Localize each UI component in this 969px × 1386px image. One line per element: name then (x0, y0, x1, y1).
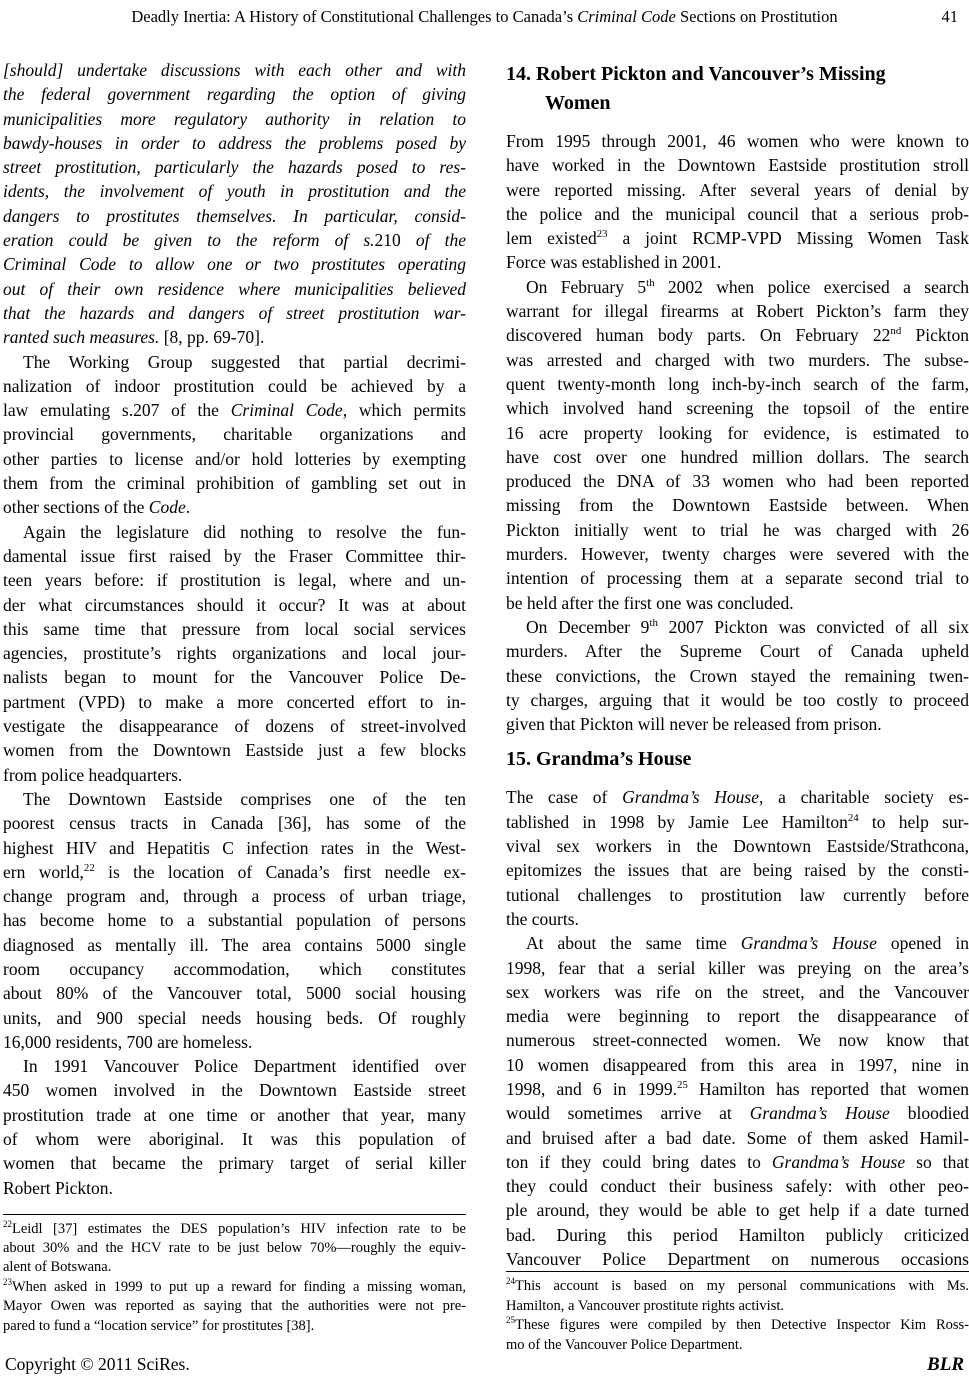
text-line: intention of processing them at a separate second trial to (506, 568, 969, 589)
text-line: ranted such measures. [8, pp. 69-70]. (3, 327, 265, 348)
text-line: missing from the Downtown Eastside between. When (506, 495, 969, 516)
text-line: quent twenty-month long inch-by-inch search of the farm, (506, 373, 969, 394)
text-line: Robert Pickton. (3, 1177, 113, 1198)
text-line: $^{25}$These figures were compiled by then Detective Inspector Kim Ross- (506, 1315, 969, 1334)
text-line: epitomizes the issues that are being raised by the consti- (506, 860, 969, 881)
text-line: 15. Grandma’s House (506, 748, 692, 771)
text-line: idents, the involvement of youth in prostitution and the (3, 181, 466, 202)
page-header (3, 6, 966, 32)
text-line: Pickton initially went to trial he was charged with 26 (506, 519, 969, 540)
text-line: damental issue first raised by the Fraser Committee thir- (3, 545, 466, 566)
left-column (3, 58, 466, 1336)
text-line: nalization of indoor prostitution could be achieved by a (3, 375, 466, 396)
text-line: ty charges, arguing that it would be too costly to proceed (506, 689, 969, 710)
text-line: given that Pickton will never be released from prison. (506, 714, 882, 735)
journal-abbreviation: BLR (927, 1354, 964, 1375)
text-line: other parties to license and/or hold lotteries by exempting (3, 448, 466, 469)
text-line: From 1995 through 2001, 46 women who were known to (506, 131, 969, 151)
text-line: the police and the municipal council that a serious prob- (506, 203, 969, 224)
text-line: vestigate the disappearance of dozens of street-involved (3, 716, 466, 737)
paragraph-downtown-eastside (3, 787, 466, 1054)
text-line: [should] undertake discussions with each other and with (3, 60, 466, 80)
text-line: municipalities more regulatory authority in relation to (3, 108, 466, 129)
text-line: be held after the first one was concluded. (506, 592, 794, 613)
text-line: tutional challenges to prostitution law currently before (506, 884, 969, 905)
text-line: mo of the Vancouver Police Department. (506, 1336, 743, 1353)
text-line: At about the same time Grandma’s House opened in (526, 933, 969, 954)
text-line: other sections of the Code. (3, 497, 191, 518)
text-line: The Downtown Eastside comprises one of the ten (23, 788, 466, 809)
text-line: $^{23}$When asked in 1999 to put up a reward for finding a missing woman, (3, 1276, 466, 1295)
text-line: agencies, prostitute’s rights organizations and local jour- (3, 643, 466, 664)
text-line: $^{24}$This account is based on my personal communications with Ms. (506, 1276, 969, 1295)
text-line: vival sex workers in the Downtown Eastside/Strathcona, (506, 836, 969, 857)
text-line: 16 acre property looking for evidence, is estimated to (506, 422, 969, 443)
text-line: der what circumstances should it occur? It was at about (3, 594, 466, 615)
text-line: tablished in 1998 by Jamie Lee Hamilton$^{24}$ to help sur- (506, 811, 969, 832)
text-line: have cost over one hundred million dollars. The search (506, 446, 969, 467)
text-line: from police headquarters. (3, 764, 183, 785)
paragraph-1991-vpd (3, 1054, 466, 1200)
text-line: they could conduct their business safely: with other peo- (506, 1176, 969, 1197)
text-line: bawdy-houses in order to address the problems posed by (3, 132, 466, 153)
text-line: 1998, and 6 in 1999.25 Hamilton has reported that women (506, 1078, 969, 1099)
text-line: eration could be given to the reform of s.210 of the (3, 230, 466, 251)
text-line: 16,000 residents, 700 are homeless. (3, 1031, 253, 1052)
text-line: change program and, through a process of urban triage, (3, 886, 466, 907)
text-line: has become home to a substantial population of persons (3, 910, 466, 931)
text-line: women from the Downtown Eastside just a few blocks (3, 740, 466, 761)
page-number: 41 (941, 7, 958, 26)
right-column-text (506, 58, 969, 1271)
two-column-body (3, 58, 969, 1353)
text-line: 10 women disappeared from this area in 1997, nine in (506, 1054, 969, 1075)
text-line: diagnosed as mentally ill. The area contains 5000 single (3, 934, 466, 955)
text-line: alent of Botswana. (3, 1259, 112, 1276)
paragraph-serial-killer-fear (506, 931, 969, 1271)
text-line: The Working Group suggested that partial decrimi- (23, 351, 466, 372)
text-line: Again the legislature did nothing to resolve the fun- (23, 521, 466, 542)
text-line: highest HIV and Hepatitis C infection rates in the West- (3, 837, 466, 858)
text-line: about 80% of the Vancouver total, 5000 social housing (3, 983, 466, 1004)
copyright-notice: Copyright © 2011 SciRes. (5, 1354, 190, 1374)
text-line: warrant for illegal firearms at Robert Pickton’s farm they (506, 301, 969, 322)
text-line: prostitution trade at one time or another that year, many (3, 1104, 466, 1125)
text-line: produced the DNA of 33 women who had been reported (506, 471, 969, 492)
text-line: Force was established in 2001. (506, 252, 722, 273)
right-column (506, 58, 969, 1353)
paragraph-working-group (3, 350, 466, 520)
footnote-22 (3, 1220, 466, 1278)
footnote-24 (506, 1277, 969, 1355)
text-line: murders. However, twenty charges were severed with the (506, 544, 969, 565)
text-line: provincial governments, charitable organizations and (3, 424, 466, 445)
text-line: and bruised after a bad date. Some of them asked Hamil- (506, 1127, 969, 1148)
text-line: 1998, fear that a serial killer was preying on the area’s (506, 957, 969, 978)
text-line: teen years before: if prostitution is legal, where and un- (3, 570, 466, 591)
text-line: On February 5th 2002 when police exercised a search (526, 276, 969, 297)
paragraph-legislature (3, 520, 466, 787)
text-line: 450 women involved in the Downtown Eastside street (3, 1080, 466, 1101)
text-line: pared to fund a “location service” for prostitutes [38]. (3, 1317, 315, 1334)
paragraph-missing-women (506, 129, 969, 275)
text-line: ton if they could bring dates to Grandma’s House so that (506, 1151, 969, 1172)
text-line: Hamilton, a Vancouver prostitute rights activist. (506, 1297, 784, 1314)
text-line: these convictions, the Crown stayed the remaining twen- (506, 665, 969, 686)
text-line: bad. During this period Hamilton publicly criticized (506, 1224, 969, 1245)
text-line: the federal government regarding the option of giving (3, 84, 466, 105)
text-line: numerous street-connected women. We now know that (506, 1030, 969, 1051)
text-line: women that became the primary target of serial killer (3, 1153, 466, 1174)
text-line: Criminal Code to allow one or two prostitutes operating (3, 254, 466, 275)
text-line: 14. Robert Pickton and Vancouver’s Missing (506, 63, 886, 85)
text-line: discovered human body parts. On February 22nd Pickton (506, 325, 969, 346)
text-line: street prostitution, particularly the hazards posed to res- (3, 157, 466, 178)
text-line: them from the criminal prohibition of gambling set out in (3, 473, 466, 494)
text-line: were reported missing. After several years of denial by (506, 179, 969, 200)
text-line: On December 9th 2007 Pickton was convicted of all six (526, 616, 969, 637)
paragraph-conviction (506, 615, 969, 736)
text-line: law emulating s.207 of the Criminal Code, which permits (3, 400, 466, 421)
text-line: Women (545, 92, 611, 114)
paragraph-search-warrant (506, 275, 969, 615)
text-line: murders. After the Supreme Court of Canada upheld (506, 641, 969, 662)
section-heading-15 (506, 745, 969, 774)
text-line: out of their own residence where municipalities believed (3, 278, 466, 299)
text-line: units, and 900 special needs housing beds. Of roughly (3, 1007, 466, 1028)
text-line: Mayor Owen was reported as saying that the authorities were not pre- (3, 1298, 466, 1315)
text-line: nalists began to mount for the Vancouver Police De- (3, 667, 466, 688)
right-footnotes (506, 1271, 969, 1355)
text-line: about 30% and the HCV rate to be just below 70%—roughly the equiv- (3, 1239, 466, 1256)
text-line: partment (VPD) to make a more concerted effort to in- (3, 691, 466, 712)
page-footer (3, 1354, 966, 1376)
text-line: the courts. (506, 908, 579, 929)
text-line: room occupancy accommodation, which constitutes (3, 958, 466, 979)
text-line: In 1991 Vancouver Police Department identified over (23, 1056, 466, 1077)
text-line: Vancouver Police Department on numerous occasions (506, 1249, 969, 1270)
running-title: Deadly Inertia: A History of Constitutional Challenges to Canada’s Criminal Code Sections on Prostitution (131, 7, 838, 26)
text-line: The case of Grandma’s House, a charitable society es- (506, 787, 969, 808)
footnote-23 (3, 1278, 466, 1336)
text-line: $^{22}$Leidl [37] estimates the DES population’s HIV infection rate to be (3, 1218, 466, 1237)
opening-quotation (3, 58, 466, 350)
left-footnotes (3, 1214, 466, 1336)
text-line: poorest census tracts in Canada [36], has some of the (3, 813, 466, 834)
left-column-text (3, 58, 466, 1200)
text-line: of whom were aboriginal. It was this population of (3, 1129, 466, 1150)
text-line: ern world,$^{22}$ is the location of Canada’s first needle ex- (3, 861, 466, 882)
text-line: media were beginning to report the disappearance of (506, 1006, 969, 1027)
text-line: was arrested and charged with two murders. The subse- (506, 349, 969, 370)
text-line: ple around, they would be able to get help if a date turned (506, 1200, 969, 1221)
paragraph-grandmas-house (506, 785, 969, 931)
section-heading-14 (506, 60, 969, 118)
text-line: have worked in the Downtown Eastside prostitution stroll (506, 155, 969, 176)
text-line: this same time that pressure from local social services (3, 618, 466, 639)
text-line: lem existed$^{23}$ a joint RCMP-VPD Missing Women Task (506, 228, 969, 249)
text-line: that the hazards and dangers of street prostitution war- (3, 302, 466, 323)
text-line: sex workers was rife on the street, and the Vancouver (506, 981, 969, 1002)
text-line: would sometimes arrive at Grandma’s House bloodied (506, 1103, 969, 1124)
text-line: dangers to prostitutes themselves. In particular, consid- (3, 205, 466, 226)
text-line: which involved hand screening the topsoil of the entire (506, 398, 969, 419)
